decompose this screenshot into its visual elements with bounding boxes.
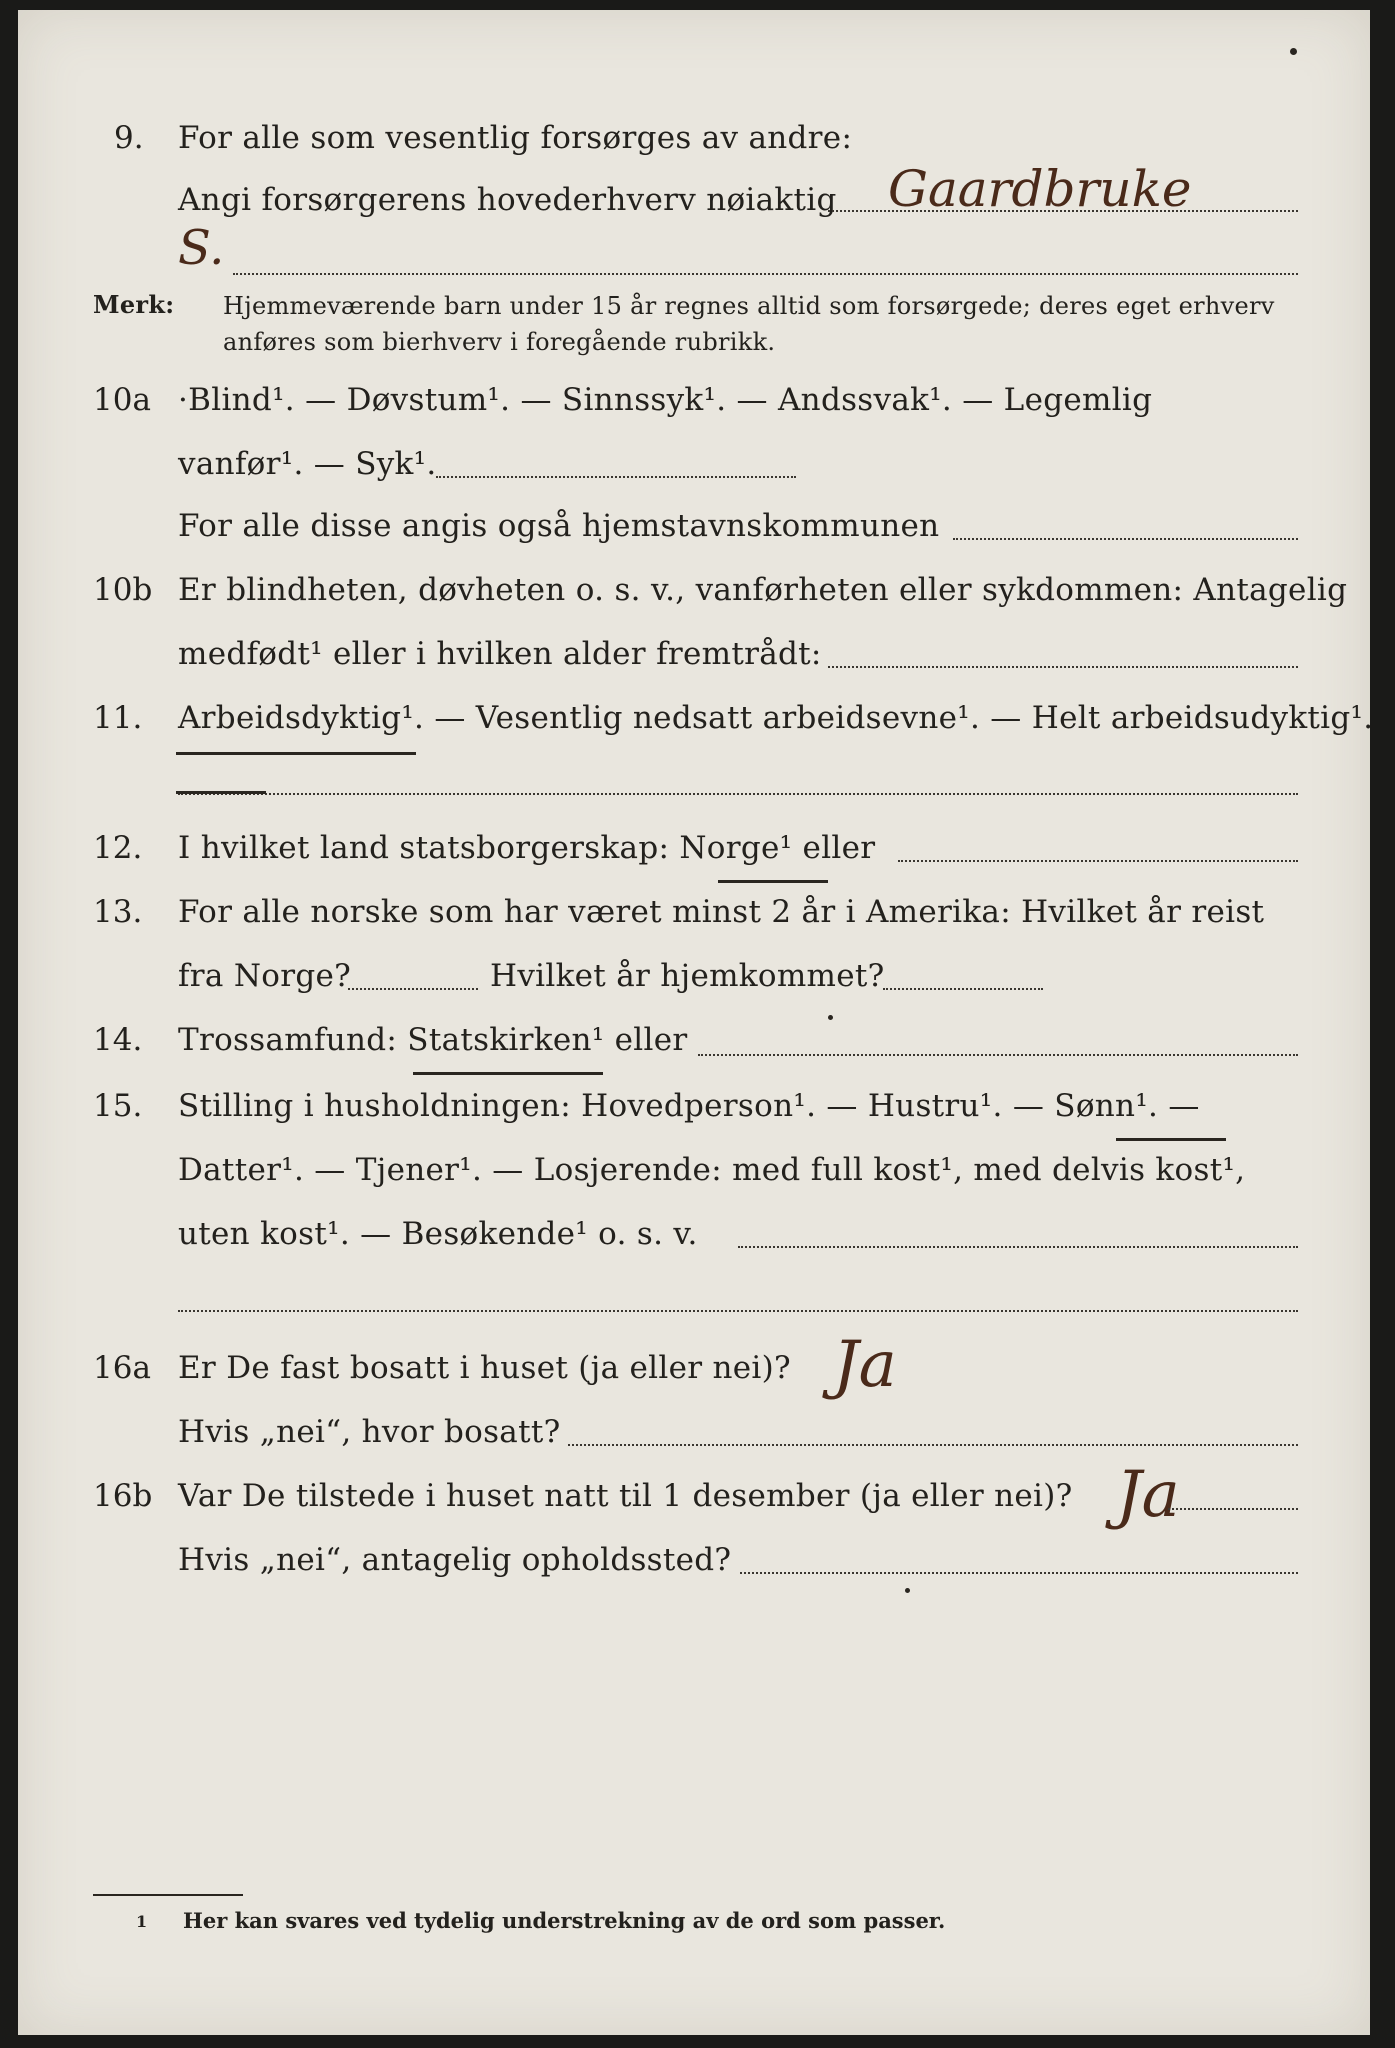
- q12-underline-norge: [718, 880, 828, 883]
- footnote-mark: 1: [136, 1912, 148, 1931]
- q10a-line2: vanfør¹. — Syk¹.: [178, 446, 437, 482]
- q11-underline-arbeidsdyktig: [176, 752, 416, 755]
- q10a-syk-line: [436, 476, 796, 478]
- q13-line1: For alle norske som har været minst 2 år i Amerika: Hvilket år reist: [178, 894, 1265, 930]
- q13-number: 13.: [93, 894, 143, 930]
- q15-line3: uten kost¹. — Besøkende¹ o. s. v.: [178, 1216, 698, 1252]
- q15-answer-line-2: [178, 1310, 1298, 1312]
- q10a-number: 10a: [93, 382, 151, 418]
- q9-answer-line-2: [233, 273, 1298, 275]
- ink-speck-2: [828, 1015, 833, 1020]
- q16b-number: 16b: [93, 1478, 153, 1514]
- q16a-handwritten-answer[interactable]: Ja: [833, 1328, 897, 1402]
- q16b-answer-line: [1168, 1508, 1298, 1510]
- q16b-line2: Hvis „nei“, antagelig opholdssted?: [178, 1542, 732, 1578]
- merk-label: Merk:: [93, 290, 175, 319]
- q16a-bosatt-line: [568, 1444, 1298, 1446]
- q13-hjemkommet-line: [883, 988, 1043, 990]
- q9-number: 9.: [114, 120, 144, 156]
- q12-line1: I hvilket land statsborgerskap: Norge¹ eller: [178, 830, 876, 866]
- q11-answer-line: [178, 793, 1298, 795]
- q14-underline-statskirken: [413, 1072, 603, 1075]
- q10a-line3: For alle disse angis også hjemstavnskommunen: [178, 508, 940, 544]
- q16a-number: 16a: [93, 1350, 151, 1386]
- q10a-line1: ·Blind¹. — Døvstum¹. — Sinnssyk¹. — Andssvak¹. — Legemlig: [178, 382, 1153, 418]
- q15-underline-sonn: [1116, 1138, 1226, 1141]
- q11-underline-mark: [176, 791, 266, 794]
- q10b-number: 10b: [93, 572, 153, 608]
- q9-line1: For alle som vesentlig forsørges av andre:: [178, 120, 853, 156]
- q16a-line1: Er De fast bosatt i huset (ja eller nei)?: [178, 1350, 791, 1386]
- ink-speck-3: [905, 1588, 910, 1593]
- q16b-handwritten-answer[interactable]: Ja: [1116, 1458, 1180, 1532]
- census-form-page: [18, 10, 1374, 2035]
- q12-number: 12.: [93, 830, 143, 866]
- q15-line1: Stilling i husholdningen: Hovedperson¹. — Hustru¹. — Sønn¹. —: [178, 1088, 1200, 1124]
- q12-answer-line: [898, 860, 1298, 862]
- footnote-rule: [93, 1894, 243, 1896]
- q13-line2b: Hvilket år hjemkommet?: [490, 958, 885, 994]
- q16a-line2: Hvis „nei“, hvor bosatt?: [178, 1414, 561, 1450]
- q13-reist-line: [348, 988, 478, 990]
- merk-line1: Hjemmeværende barn under 15 år regnes alltid som forsørgede; deres eget erhverv: [223, 292, 1275, 320]
- q15-answer-line: [738, 1246, 1298, 1248]
- q9-handwritten-answer-cont[interactable]: S.: [178, 220, 225, 276]
- q10b-line1: Er blindheten, døvheten o. s. v., vanførheten eller sykdommen: Antagelig: [178, 572, 1348, 608]
- q9-line2: Angi forsørgerens hovederhverv nøiaktig: [178, 182, 837, 218]
- q11-line1: Arbeidsdyktig¹. — Vesentlig nedsatt arbeidsevne¹. — Helt arbeidsudyktig¹.: [178, 700, 1374, 736]
- merk-line2: anføres som bierhverv i foregående rubrikk.: [223, 328, 776, 356]
- q15-number: 15.: [93, 1088, 143, 1124]
- q15-line2: Datter¹. — Tjener¹. — Losjerende: med full kost¹, med delvis kost¹,: [178, 1152, 1246, 1188]
- q13-line2a: fra Norge?: [178, 958, 352, 994]
- q9-handwritten-answer[interactable]: Gaardbruke: [888, 160, 1192, 218]
- q10a-hjemstavn-line: [953, 538, 1298, 540]
- q14-answer-line: [698, 1054, 1298, 1056]
- footnote-text: Her kan svares ved tydelig understrekning av de ord som passer.: [183, 1908, 946, 1933]
- q16b-line1: Var De tilstede i huset natt til 1 desember (ja eller nei)?: [178, 1478, 1073, 1514]
- ink-speck: [1290, 48, 1297, 55]
- q14-number: 14.: [93, 1022, 143, 1058]
- q14-line1: Trossamfund: Statskirken¹ eller: [178, 1022, 688, 1058]
- q10b-answer-line: [828, 666, 1298, 668]
- q16b-opholdssted-line: [740, 1572, 1298, 1574]
- q10b-line2: medfødt¹ eller i hvilken alder fremtrådt:: [178, 636, 822, 672]
- q11-number: 11.: [93, 700, 143, 736]
